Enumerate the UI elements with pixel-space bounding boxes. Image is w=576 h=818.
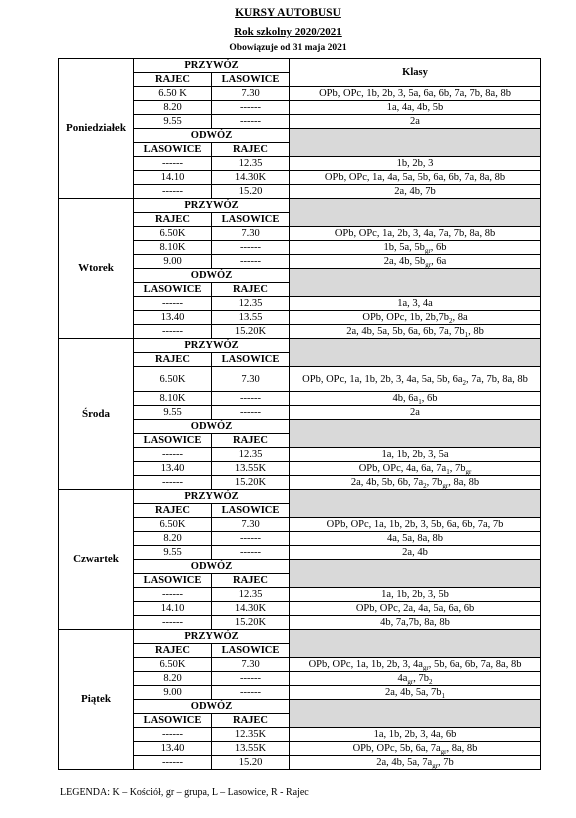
przywoz-header: PRZYWÓZ	[134, 59, 290, 73]
lasowice-col-header: LASOWICE	[212, 213, 290, 227]
departure-rajec: 8.10K	[134, 392, 212, 406]
day-header-row	[59, 199, 541, 213]
klasy-cell: OPb, OPc, 1a, 1b, 2b, 3, 5b, 6a, 6b, 7a, 7b	[290, 518, 541, 532]
arrival-rajec: 13.55K	[212, 462, 290, 476]
departure-lasowice: ------	[134, 728, 212, 742]
arrival-lasowice: ------	[212, 255, 290, 269]
arrival-lasowice: ------	[212, 241, 290, 255]
departure-lasowice: ------	[134, 448, 212, 462]
przywoz-header: PRZYWÓZ	[134, 490, 290, 504]
odwoz-header: ODWÓZ	[134, 700, 290, 714]
arrival-lasowice: 7.30	[212, 658, 290, 672]
day-header-row	[59, 339, 541, 353]
departure-rajec: 6.50K	[134, 367, 212, 392]
departure-rajec: 9.55	[134, 546, 212, 560]
departure-lasowice: ------	[134, 588, 212, 602]
klasy-cell: OPb, OPc, 1a, 1b, 2b, 3, $4a_{gr}$, 5b, 6a, 6b, 7a, 8a, 8b	[290, 658, 541, 672]
klasy-cell: OPb, OPc, 2a, 4a, 5a, 6a, 6b	[290, 602, 541, 616]
klasy-cell: 2a, 4b, 7b	[290, 185, 541, 199]
klasy-cell: 2a, 4b, 5a, 5b, 6a, 6b, 7a, $7b_1$, 8b	[290, 325, 541, 339]
klasy-cell: OPb, OPc, 1b, 2b, 3, 5a, 6a, 6b, 7a, 7b, 8a, 8b	[290, 87, 541, 101]
departure-rajec: 8.20	[134, 672, 212, 686]
arrival-rajec: 12.35	[212, 588, 290, 602]
arrival-rajec: 12.35	[212, 157, 290, 171]
odwoz-header: ODWÓZ	[134, 129, 290, 143]
przywoz-header: PRZYWÓZ	[134, 630, 290, 644]
departure-lasowice: 13.40	[134, 311, 212, 325]
przywoz-header: PRZYWÓZ	[134, 339, 290, 353]
klasy-cell: 1a, 1b, 2b, 3, 5a	[290, 448, 541, 462]
klasy-cell: OPb, OPc, 5b, 6a, $7a_{gr}$, 8a, 8b	[290, 742, 541, 756]
grey-cell	[290, 339, 541, 367]
arrival-lasowice: 7.30	[212, 367, 290, 392]
lasowice-col-header: LASOWICE	[134, 574, 212, 588]
day-name: Poniedziałek	[59, 59, 134, 199]
arrival-lasowice: ------	[212, 392, 290, 406]
arrival-lasowice: ------	[212, 672, 290, 686]
legend: LEGENDA: K – Kościół, gr – grupa, L – Lasowice, R - Rajec	[60, 787, 309, 798]
day-header-row	[59, 630, 541, 644]
departure-rajec: 6.50K	[134, 518, 212, 532]
arrival-lasowice: ------	[212, 406, 290, 420]
klasy-cell: 1a, 1b, 2b, 3, 4a, 6b	[290, 728, 541, 742]
bus-schedule-table	[58, 58, 541, 770]
grey-cell	[290, 269, 541, 297]
klasy-cell: 1a, 3, 4a	[290, 297, 541, 311]
departure-lasowice: ------	[134, 325, 212, 339]
rajec-col-header: RAJEC	[212, 143, 290, 157]
arrival-lasowice: ------	[212, 686, 290, 700]
departure-lasowice: ------	[134, 297, 212, 311]
grey-cell	[290, 560, 541, 588]
odwoz-header: ODWÓZ	[134, 560, 290, 574]
school-year: Rok szkolny 2020/2021	[234, 26, 342, 38]
klasy-cell: OPb, OPc, 4a, 6a, $7a_1$, $7b_{gr}$	[290, 462, 541, 476]
departure-rajec: 6.50 K	[134, 87, 212, 101]
lasowice-col-header: LASOWICE	[134, 143, 212, 157]
arrival-lasowice: ------	[212, 546, 290, 560]
grey-cell	[290, 199, 541, 227]
klasy-cell: $4a_{gr}$, $7b_2$	[290, 672, 541, 686]
departure-rajec: 9.55	[134, 115, 212, 129]
departure-lasowice: 13.40	[134, 742, 212, 756]
day-header-row	[59, 490, 541, 504]
grey-cell	[290, 630, 541, 658]
arrival-lasowice: ------	[212, 101, 290, 115]
departure-lasowice: ------	[134, 157, 212, 171]
odwoz-header: ODWÓZ	[134, 269, 290, 283]
klasy-cell: OPb, OPc, 1b, $2b,7b_2$, 8a	[290, 311, 541, 325]
klasy-cell: 4a, 5a, 8a, 8b	[290, 532, 541, 546]
departure-rajec: 8.10K	[134, 241, 212, 255]
arrival-rajec: 15.20	[212, 756, 290, 770]
departure-rajec: 9.00	[134, 255, 212, 269]
rajec-col-header: RAJEC	[212, 434, 290, 448]
klasy-cell: OPb, OPc, 1a, 2b, 3, 4a, 7a, 7b, 8a, 8b	[290, 227, 541, 241]
klasy-cell: 2a, 4b	[290, 546, 541, 560]
klasy-cell: 2a, 4b, 5a, $7b_1$	[290, 686, 541, 700]
klasy-cell: OPb, OPc, 1a, 1b, 2b, 3, 4a, 5a, 5b, $6a_2$, 7a, 7b, 8a, 8b	[290, 367, 541, 392]
klasy-cell: 2a, 4b, 5b, 6b, $7a_2$, $7b_{gr}$, 8a, 8b	[290, 476, 541, 490]
grey-cell	[290, 129, 541, 157]
przywoz-header: PRZYWÓZ	[134, 199, 290, 213]
rajec-col-header: RAJEC	[134, 213, 212, 227]
klasy-header: Klasy	[290, 59, 541, 87]
grey-cell	[290, 420, 541, 448]
rajec-col-header: RAJEC	[134, 644, 212, 658]
arrival-lasowice: 7.30	[212, 87, 290, 101]
arrival-rajec: 12.35	[212, 297, 290, 311]
arrival-rajec: 12.35K	[212, 728, 290, 742]
arrival-lasowice: 7.30	[212, 518, 290, 532]
klasy-cell: 1a, 1b, 2b, 3, 5b	[290, 588, 541, 602]
lasowice-col-header: LASOWICE	[212, 504, 290, 518]
arrival-rajec: 15.20K	[212, 476, 290, 490]
klasy-cell: 2a	[290, 406, 541, 420]
lasowice-col-header: LASOWICE	[212, 644, 290, 658]
departure-lasowice: ------	[134, 756, 212, 770]
arrival-rajec: 14.30K	[212, 602, 290, 616]
klasy-cell: 1b, 5a, $5b_{gr}$, 6b	[290, 241, 541, 255]
klasy-cell: 4b, $6a_1$, 6b	[290, 392, 541, 406]
rajec-col-header: RAJEC	[212, 574, 290, 588]
arrival-rajec: 15.20K	[212, 616, 290, 630]
rajec-col-header: RAJEC	[212, 283, 290, 297]
lasowice-col-header: LASOWICE	[134, 714, 212, 728]
day-name: Piątek	[59, 630, 134, 770]
document-title: KURSY AUTOBUSU	[235, 7, 341, 19]
departure-lasowice: 13.40	[134, 462, 212, 476]
rajec-col-header: RAJEC	[212, 714, 290, 728]
departure-lasowice: ------	[134, 185, 212, 199]
arrival-lasowice: ------	[212, 115, 290, 129]
day-name: Czwartek	[59, 490, 134, 630]
klasy-cell: 2a, 4b, $5b_{gr}$, 6a	[290, 255, 541, 269]
arrival-lasowice: 7.30	[212, 227, 290, 241]
departure-rajec: 6.50K	[134, 227, 212, 241]
rajec-col-header: RAJEC	[134, 73, 212, 87]
rajec-col-header: RAJEC	[134, 353, 212, 367]
arrival-rajec: 13.55K	[212, 742, 290, 756]
lasowice-col-header: LASOWICE	[134, 283, 212, 297]
departure-lasowice: 14.10	[134, 602, 212, 616]
lasowice-col-header: LASOWICE	[134, 434, 212, 448]
arrival-rajec: 15.20K	[212, 325, 290, 339]
rajec-col-header: RAJEC	[134, 504, 212, 518]
day-header-row	[59, 59, 541, 73]
arrival-rajec: 15.20	[212, 185, 290, 199]
arrival-rajec: 13.55	[212, 311, 290, 325]
klasy-cell: 2a	[290, 115, 541, 129]
departure-rajec: 8.20	[134, 532, 212, 546]
grey-cell	[290, 490, 541, 518]
day-name: Wtorek	[59, 199, 134, 339]
klasy-cell: 4b, 7a,7b, 8a, 8b	[290, 616, 541, 630]
klasy-cell: 1b, 2b, 3	[290, 157, 541, 171]
day-name: Środa	[59, 339, 134, 490]
departure-lasowice: ------	[134, 616, 212, 630]
grey-cell	[290, 700, 541, 728]
departure-rajec: 8.20	[134, 101, 212, 115]
klasy-cell: 2a, 4b, 5a, $7a_{gr}$, 7b	[290, 756, 541, 770]
klasy-cell: 1a, 4a, 4b, 5b	[290, 101, 541, 115]
arrival-lasowice: ------	[212, 532, 290, 546]
arrival-rajec: 14.30K	[212, 171, 290, 185]
arrival-rajec: 12.35	[212, 448, 290, 462]
validity-note: Obowiązuje od 31 maja 2021	[229, 43, 347, 53]
lasowice-col-header: LASOWICE	[212, 353, 290, 367]
klasy-cell: OPb, OPc, 1a, 4a, 5a, 5b, 6a, 6b, 7a, 8a, 8b	[290, 171, 541, 185]
departure-lasowice: ------	[134, 476, 212, 490]
departure-rajec: 9.55	[134, 406, 212, 420]
lasowice-col-header: LASOWICE	[212, 73, 290, 87]
departure-rajec: 6.50K	[134, 658, 212, 672]
departure-rajec: 9.00	[134, 686, 212, 700]
departure-lasowice: 14.10	[134, 171, 212, 185]
odwoz-header: ODWÓZ	[134, 420, 290, 434]
